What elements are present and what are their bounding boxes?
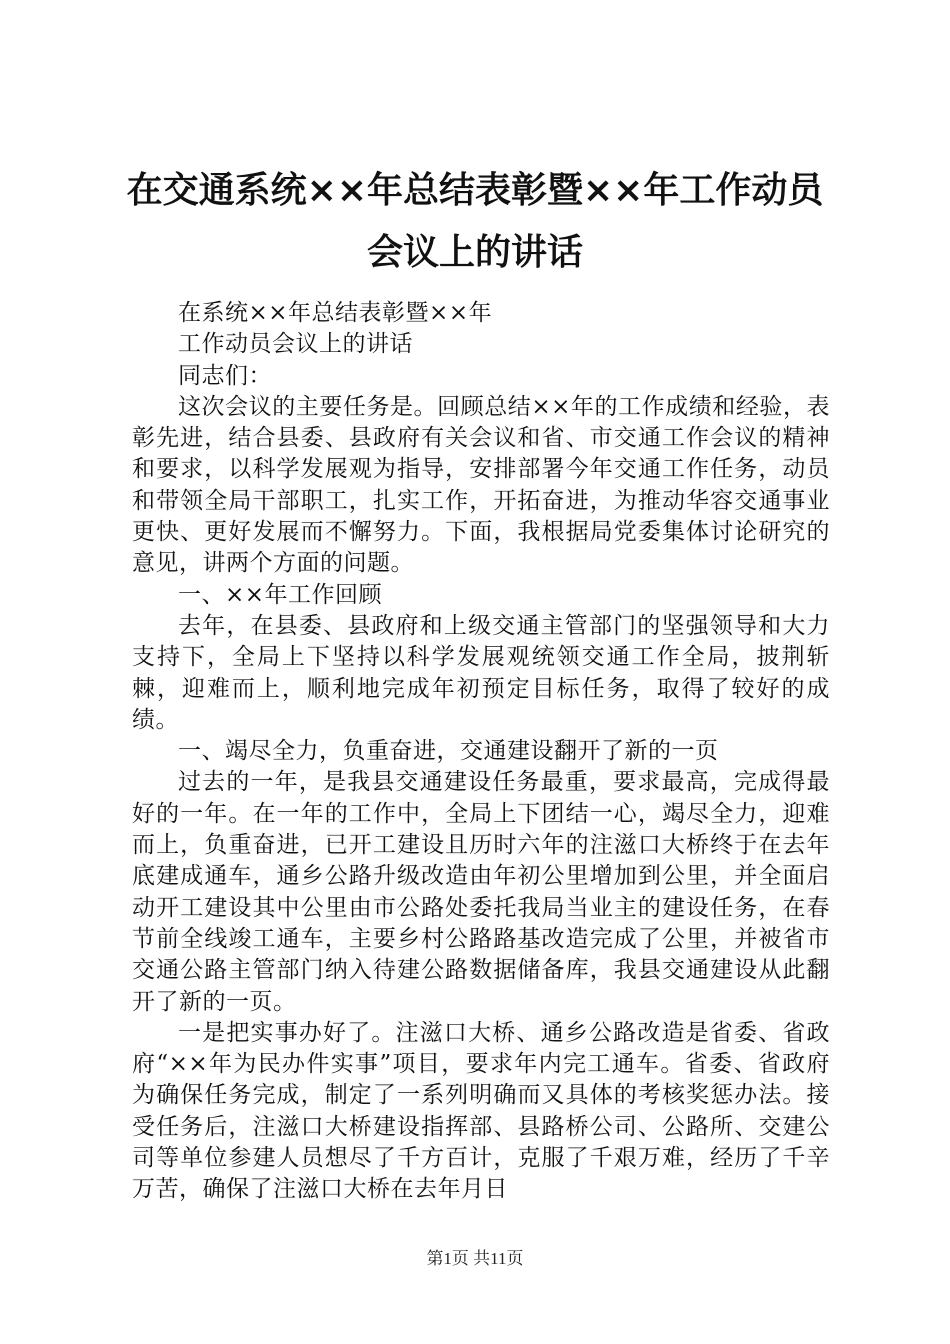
page-number-footer: 第1页 共11页 <box>426 1249 524 1268</box>
document-body <box>132 298 830 1206</box>
paragraph-past-year: 过去的一年，是我县交通建设任务最重，要求最高，完成得最好的一年。在一年的工作中，全局上下团结一心，竭尽全力，迎难而上，负重奋进，已开工建设且历时六年的注滋口大桥终于在去年底建成通车，通乡公路升级改造由年初公里增加到公里，并全面启动开工建设其中公里由市公路处委托我局当业主的建设任务，在春节前全线竣工通车，主要乡村公路路基改造完成了公里，并被省市交通公路主管部门纳入待建公路数据储备库，我县交通建设从此翻开了新的一页。 <box>132 769 830 1015</box>
paragraph-salutation: 同志们： <box>178 362 272 389</box>
paragraph-subtitle-line-1: 在系统××年总结表彰暨××年 <box>178 300 493 326</box>
subsection-heading-construction: 一、竭尽全力，负重奋进，交通建设翻开了新的一页 <box>178 738 719 765</box>
section-heading-review: 一、××年工作回顾 <box>178 581 383 608</box>
paragraph-subtitle-line-2: 工作动员会议上的讲话 <box>178 331 413 358</box>
paragraph-intro: 这次会议的主要任务是。回顾总结××年的工作成绩和经验，表彰先进，结合县委、县政府有关会议和省、市交通工作会议的精神和要求，以科学发展观为指导，安排部署今年交通工作任务，动员和带领全局干部职工，扎实工作，开拓奋进，为推动华容交通事业更快、更好发展而不懈努力。下面，我根据局党委集体讨论研究的意见，讲两个方面的问题。 <box>132 393 830 577</box>
paragraph-last-year: 去年，在县委、县政府和上级交通主管部门的坚强领导和大力支持下，全局上下坚持以科学发展观统领交通工作全局，披荆斩棘，迎难而上，顺利地完成年初预定目标任务，取得了较好的成绩。 <box>132 612 830 733</box>
document-title: 在交通系统××年总结表彰暨××年工作动员会议上的讲话 <box>126 170 824 273</box>
paragraph-practical-matters: 一是把实事办好了。注滋口大桥、通乡公路改造是省委、省政府“××年为民办件实事”项目，要求年内完工通车。省委、省政府为确保任务完成，制定了一系列明确而又具体的考核奖惩办法。接受任务后，注滋口大桥建设指挥部、县路桥公司、公路所、交建公司等单位参建人员想尽了千方百计，克服了千艰万难，经历了千辛万苦，确保了注滋口大桥在去年月日 <box>132 1019 830 1203</box>
